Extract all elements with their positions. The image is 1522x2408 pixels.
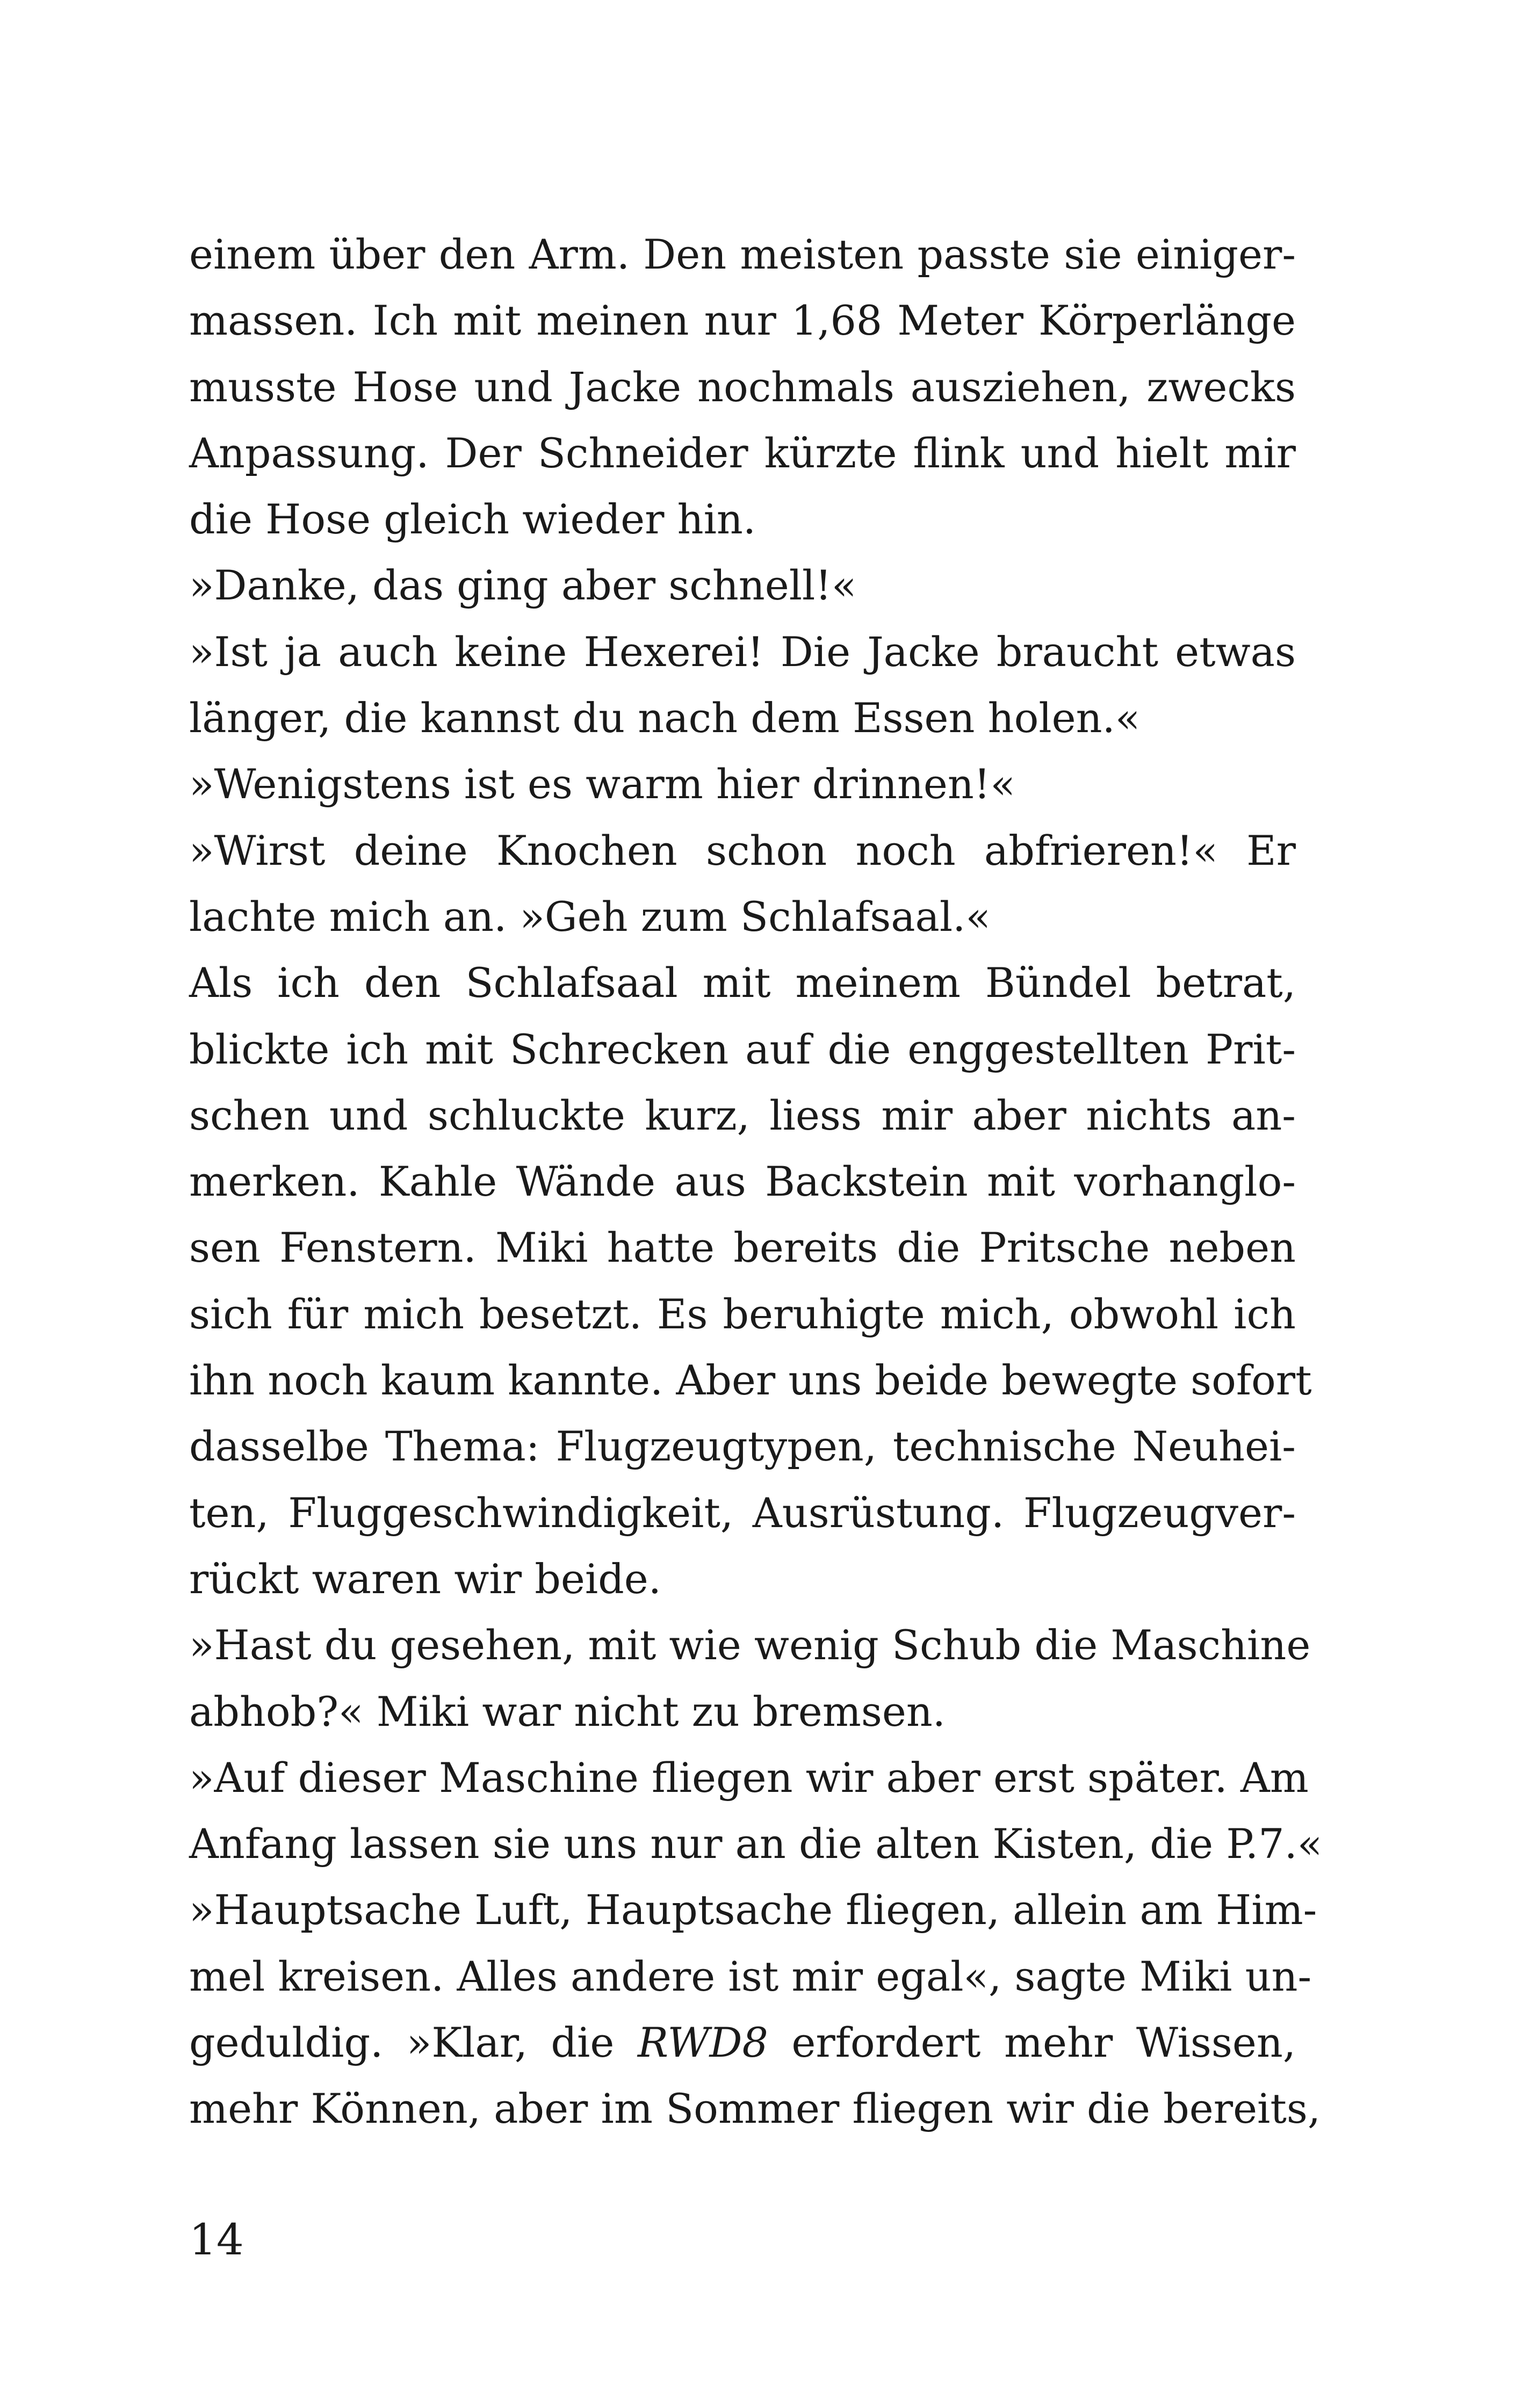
text-line-content: einem über den Arm. Den meisten passte sie einiger-: [189, 230, 1296, 278]
text-line-content: blickte ich mit Schrecken auf die enggestellten Prit-: [189, 1025, 1296, 1073]
text-line: [189, 751, 1296, 817]
text-line: [189, 552, 1296, 618]
text-line: [189, 1943, 1312, 2009]
text-line-content-after: erfordert mehr Wissen,: [768, 2019, 1296, 2067]
text-line: [189, 2009, 1296, 2076]
text-line: [189, 1016, 1296, 1082]
text-line-content: »Ist ja auch keine Hexerei! Die Jacke braucht etwas: [189, 627, 1296, 676]
text-line: [189, 619, 1296, 685]
text-line: [189, 685, 1296, 751]
text-line-content: »Wirst deine Knochen schon noch abfrieren!« Er: [189, 826, 1296, 874]
text-line-content: länger, die kannst du nach dem Essen holen.«: [189, 694, 1141, 742]
text-line-content: lachte mich an. »Geh zum Schlafsaal.«: [189, 892, 991, 941]
text-line-content: dasselbe Thema: Flugzeugtypen, technische Neuhei-: [189, 1422, 1296, 1471]
text-line: [189, 221, 1296, 287]
text-line: [189, 1480, 1296, 1546]
text-line-content: sich für mich besetzt. Es beruhigte mich, obwohl ich: [189, 1290, 1296, 1338]
italic-text: RWD8: [637, 2019, 768, 2067]
text-line-content: musste Hose und Jacke nochmals ausziehen, zwecks: [189, 363, 1296, 411]
text-line: [189, 1148, 1296, 1214]
text-line: [189, 1347, 1312, 1413]
text-line-content: rückt waren wir beide.: [189, 1554, 661, 1603]
text-line-content: schen und schluckte kurz, liess mir aber nichts an-: [189, 1091, 1296, 1139]
text-line: [189, 950, 1296, 1016]
text-line-content: geduldig. »Klar, die: [189, 2019, 638, 2067]
text-line-content: ihn noch kaum kannte. Aber uns beide bewegte sofort: [189, 1356, 1312, 1405]
text-line-content: die Hose gleich wieder hin.: [189, 495, 756, 544]
text-line-content: »Danke, das ging aber schnell!«: [189, 561, 857, 610]
page-number: 14: [189, 2215, 244, 2265]
text-line: [189, 486, 1296, 552]
text-line: [189, 1811, 1323, 1877]
text-line-content: »Hast du gesehen, mit wie wenig Schub die Maschine: [189, 1621, 1311, 1669]
text-line: [189, 1082, 1296, 1148]
text-line: [189, 354, 1296, 420]
text-line-content: Anpassung. Der Schneider kürzte flink und hielt mir: [189, 429, 1296, 477]
text-line-content: Anfang lassen sie uns nur an die alten Kisten, die P.7.«: [189, 1820, 1323, 1868]
text-line: [189, 1745, 1309, 1811]
text-line: [189, 884, 1296, 950]
text-line-content: massen. Ich mit meinen nur 1,68 Meter Körperlänge: [189, 297, 1296, 345]
text-line: [189, 1612, 1311, 1678]
text-line-content: mehr Können, aber im Sommer fliegen wir die bereits,: [189, 2085, 1321, 2133]
text-line-content: »Hauptsache Luft, Hauptsache fliegen, allein am Him-: [189, 1886, 1317, 1934]
text-line: [189, 818, 1296, 884]
text-line-content: merken. Kahle Wände aus Backstein mit vorhanglo-: [189, 1158, 1296, 1206]
text-line: [189, 1281, 1296, 1347]
text-line-content: »Auf dieser Maschine fliegen wir aber erst später. Am: [189, 1753, 1309, 1802]
text-line: [189, 1877, 1317, 1943]
text-line: [189, 2076, 1321, 2142]
text-line-content: »Wenigstens ist es warm hier drinnen!«: [189, 760, 1015, 808]
text-line: [189, 287, 1296, 353]
text-line: [189, 1679, 1296, 1745]
text-line-content: Als ich den Schlafsaal mit meinem Bündel betrat,: [189, 959, 1296, 1007]
text-line-content: ten, Fluggeschwindigkeit, Ausrüstung. Flugzeugver-: [189, 1488, 1296, 1537]
text-line-content: abhob?« Miki war nicht zu bremsen.: [189, 1687, 946, 1736]
text-line-content: mel kreisen. Alles andere ist mir egal«, sagte Miki un-: [189, 1952, 1312, 2000]
text-line: [189, 1546, 1296, 1612]
text-line: [189, 1413, 1296, 1479]
text-line-content: sen Fenstern. Miki hatte bereits die Pritsche neben: [189, 1224, 1296, 1272]
text-line: [189, 420, 1296, 486]
body-text: [189, 221, 1323, 2142]
text-line: [189, 1214, 1296, 1281]
